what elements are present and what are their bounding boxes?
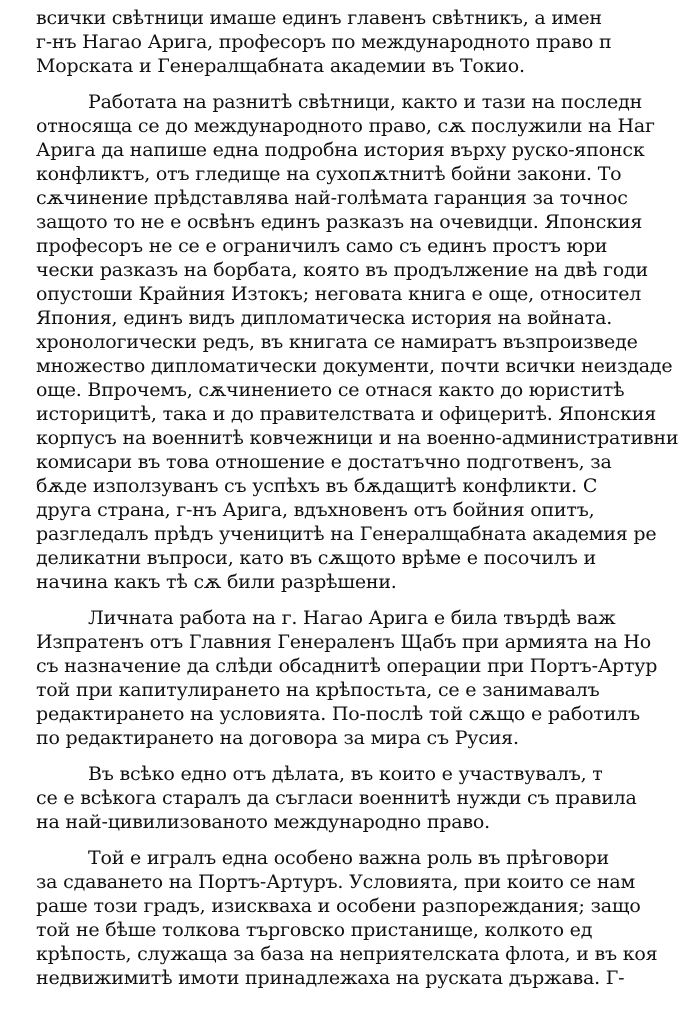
text-line: разгледалъ прѣдъ ученицитѣ на Генералщабната академия ре [36,523,657,545]
text-line: за сдаването на Портъ-Артуръ. Условията, при които се нам [36,871,636,893]
text-line: чески разказъ на борбата, която въ продължение на двѣ годи [36,259,648,281]
text-line: той при капитулирането на крѣпостьта, се е занимавалъ [36,679,600,701]
text-line: относяща се до международното право, сѫ послужили на Наг [36,115,655,137]
text-line: конфликтъ, отъ гледище на сухопѫтнитѣ бойни закони. То [36,163,622,185]
text-line: комисари въ това отношение е достатъчно подготвенъ, за [36,451,612,473]
text-line: опустоши Крайния Изтокъ; неговата книга е още, относител [36,283,642,305]
text-line: множество дипломатически документи, почти всички неиздаде [36,355,673,377]
text-line: историцитѣ, така и до правителствата и офицеритѣ. Японския [36,403,657,425]
text-line: начина какъ тѣ сѫ били разрѣшени. [36,571,397,593]
text-line: бѫде използуванъ съ успѣхъ въ бѫдащитѣ конфликти. С [36,475,598,497]
text-line: по редактирането на договора за мира съ Русия. [36,727,519,749]
text-line: Личната работа на г. Нагао Арига е била твърдѣ важ [88,607,616,629]
text-line: професоръ не се е ограничилъ само съ единъ простъ юри [36,235,608,257]
text-line: той не бѣше толкова търговско пристанище, колкото ед [36,919,593,941]
text-line: хронологически редъ, въ книгата се намиратъ възпроизведе [36,331,638,353]
text-line: редактирането на условията. По-послѣ той сѫщо е работилъ [36,703,640,725]
text-line: Той е игралъ една особено важна роль въ прѣговори [88,847,609,869]
text-line: недвижимитѣ имоти принадлежаха на руската държава. Г- [36,967,625,989]
text-line: корпусъ на военнитѣ ковчежници и на военно-административни [36,427,678,449]
text-line: всички свѣтници имаше единъ главенъ свѣтникъ, а имен [36,7,602,29]
text-line: крѣпость, служаща за база на неприятелската флота, и въ коя [36,943,658,965]
text-line: Въ всѣко едно отъ дѣлата, въ които е участвувалъ, т [88,763,603,785]
text-line: на най-цивилизованото международно право. [36,811,490,833]
text-line: още. Впрочемъ, сѫчинението се отнася както до юриститѣ [36,379,625,401]
text-line: Япония, единъ видъ дипломатическа история на войната. [36,307,613,329]
text-line: защото то не е освѣнъ единъ разказъ на очевидци. Японския [36,211,643,233]
text-line: друга страна, г-нъ Арига, вдъхновенъ отъ бойния опитъ, [36,499,595,521]
text-line: Работата на разнитѣ свѣтници, както и тази на последн [88,91,643,113]
text-line: Изпратенъ отъ Главния Генераленъ Щабъ при армията на Но [36,631,652,653]
text-line: раше този градъ, изисквaха и особени разпореждания; защо [36,895,641,917]
text-line: г-нъ Нагао Арига, професоръ по международното право п [36,31,612,53]
text-line: Морската и Генералщабната академии въ Токио. [36,55,525,77]
text-line: съ назначение да слѣди обсаднитѣ операции при Портъ-Артур [36,655,658,677]
text-line: сѫчинение прѣдставлява най-голѣмата гаранция за точнос [36,187,628,209]
text-line: деликатни въпроси, като въ сѫщото врѣме е посочилъ и [36,547,596,569]
text-line: Арига да напише една подробна история върху руско-японск [36,139,645,161]
text-line: се е всѣкога старалъ да съгласи военнитѣ нужди съ правила [36,787,637,809]
